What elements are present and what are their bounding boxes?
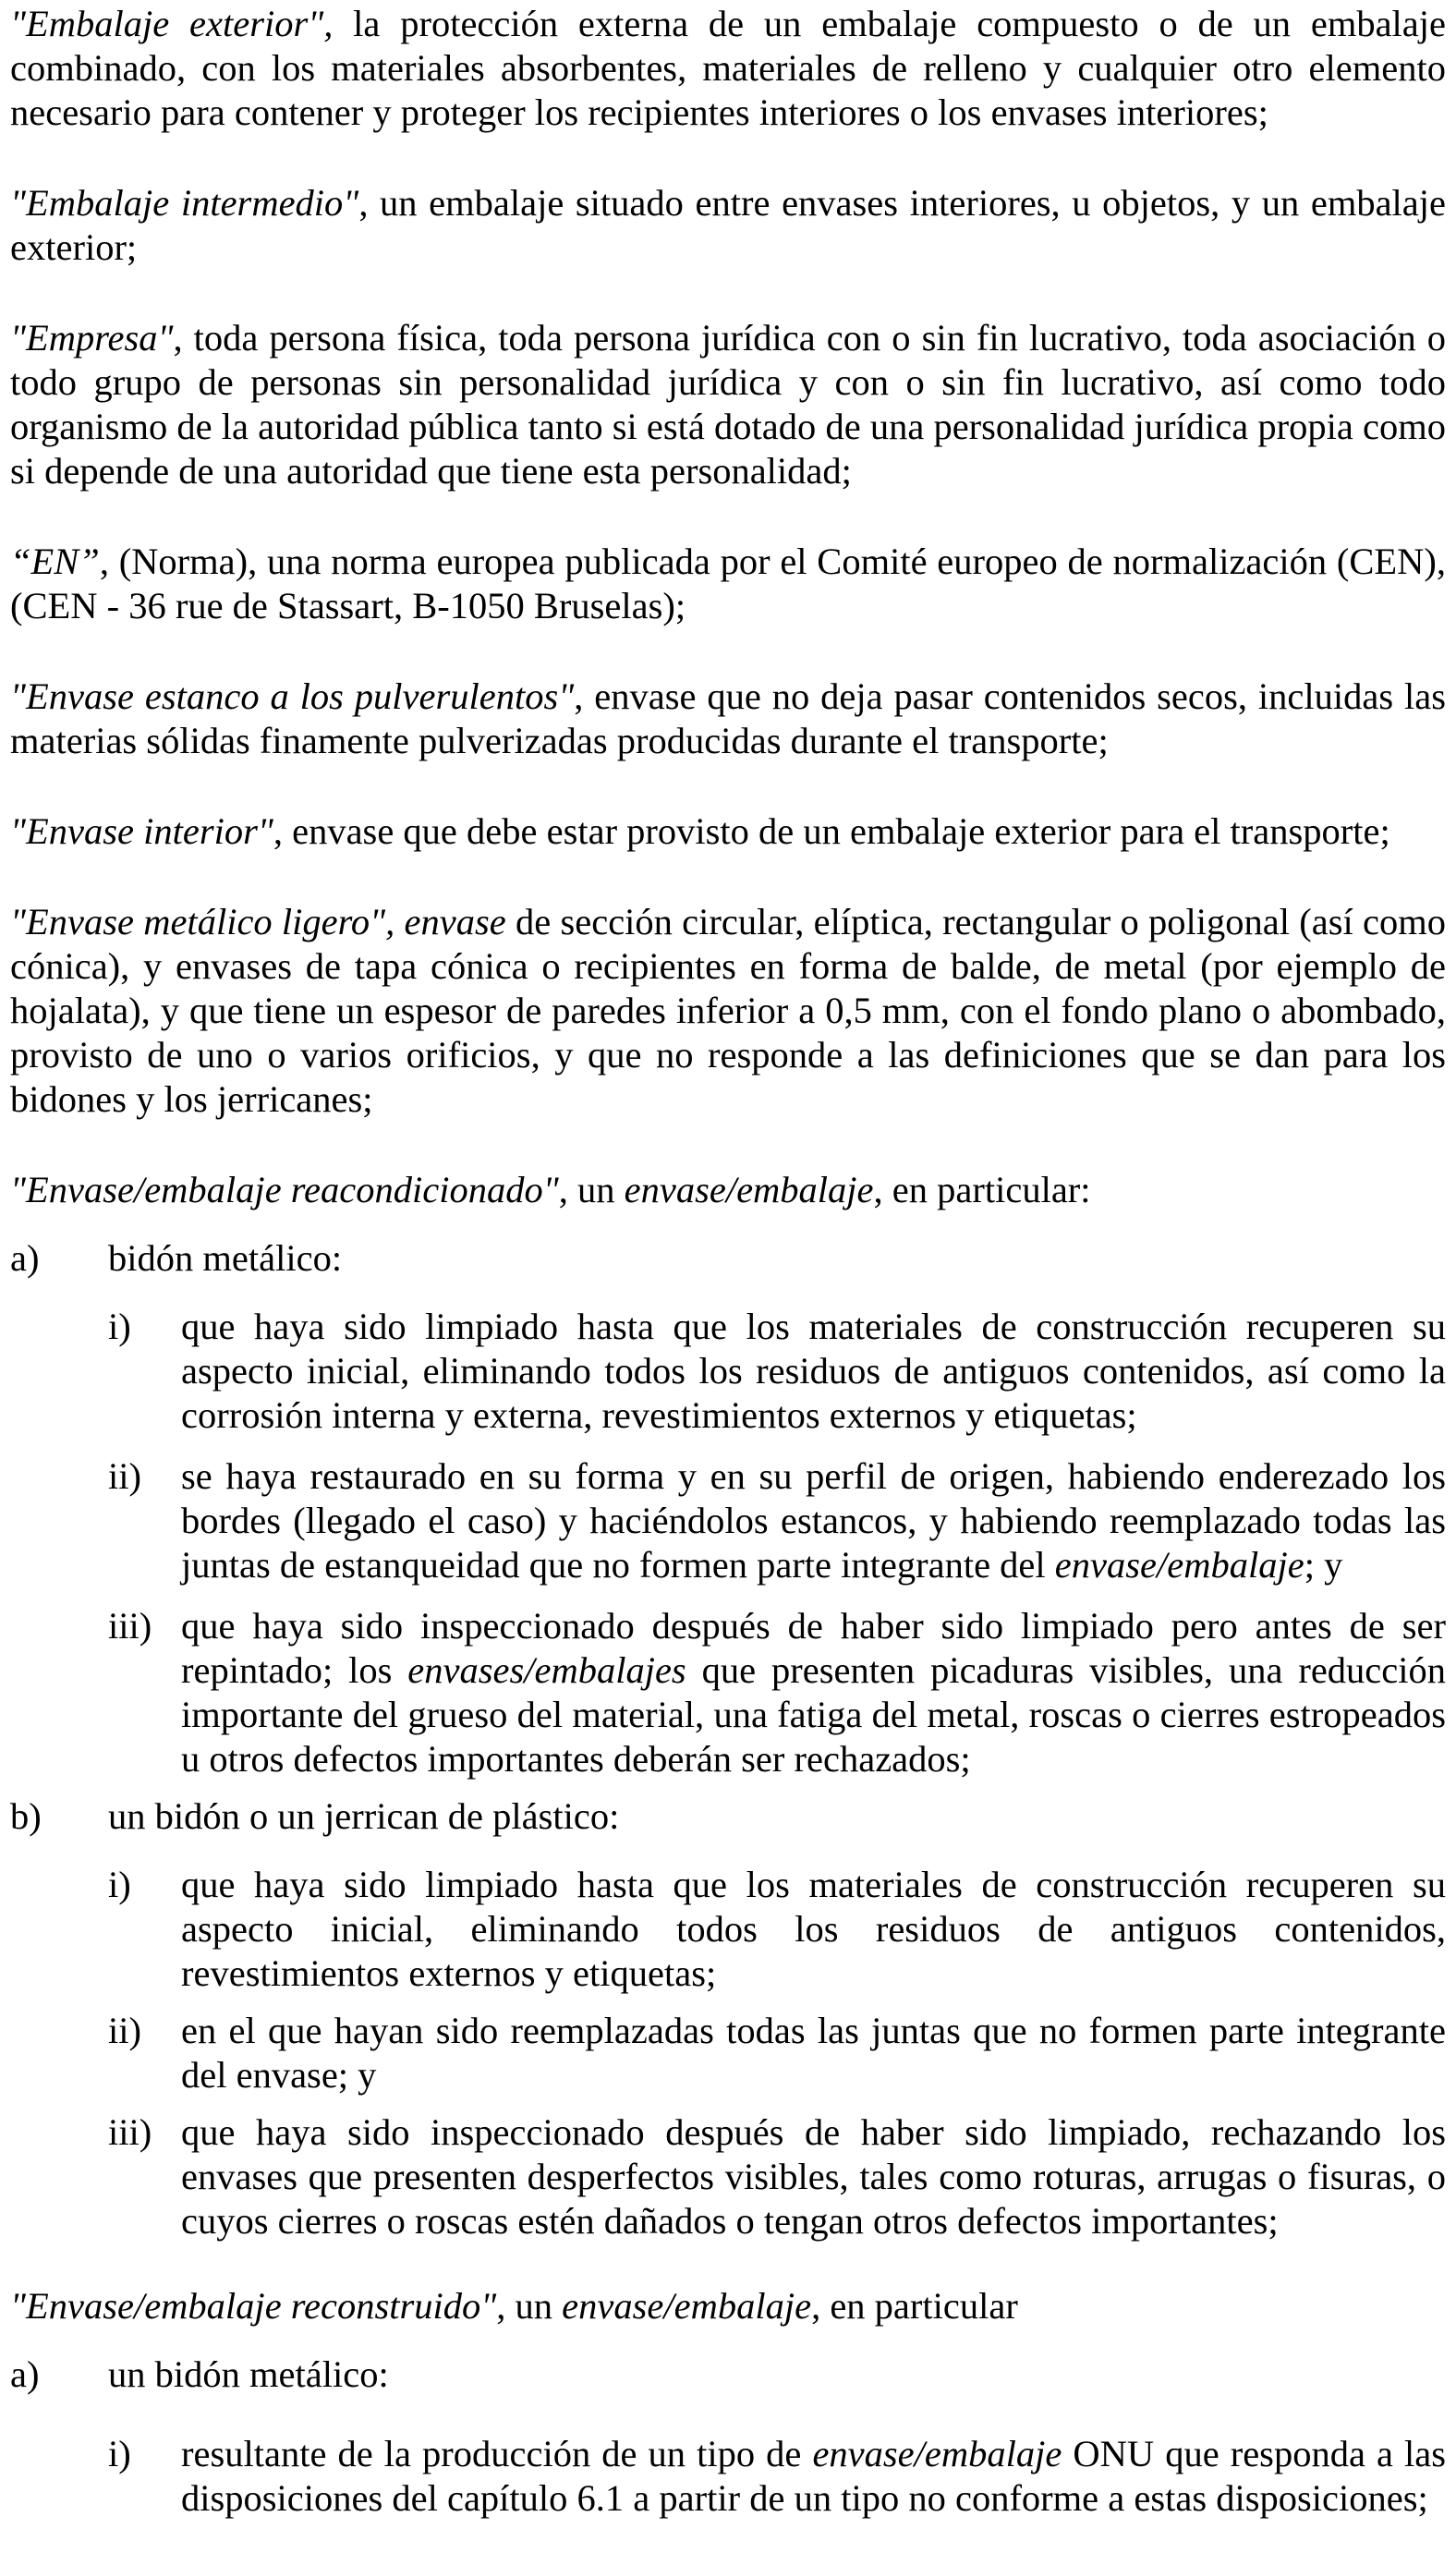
list-label: i) <box>108 1306 131 1347</box>
list-text: un bidón o un jerrican de plástico: <box>108 1795 620 1837</box>
definition-text: , envase que no deja pasar contenidos secos, incluidas las materias sólidas finamente pulverizadas producidas durante el transporte; <box>10 675 1446 761</box>
definition-italic-text: envase/embalaje <box>624 1169 874 1210</box>
list-text: que haya sido limpiado hasta que los materiales de construcción recuperen su aspecto inicial, eliminando todos los residuos de antiguos contenidos, revestimientos externos y etiquetas; <box>181 1864 1446 1994</box>
list-label: a) <box>10 1237 40 1279</box>
list-label: b) <box>10 1795 42 1837</box>
definition-envase-interior <box>10 809 1446 854</box>
definition-embalaje-exterior <box>10 2 1446 135</box>
list-text: en el que hayan sido reemplazadas todas las juntas que no formen parte integrante del envase; y <box>181 2010 1446 2096</box>
definition-term: "Envase/embalaje reconstruido" <box>10 2285 497 2327</box>
list-item-a-i <box>10 1305 1446 1438</box>
definition-term: "Embalaje exterior", <box>10 3 334 44</box>
definition-text: , en particular <box>811 2285 1018 2327</box>
definition-envase-estanco <box>10 675 1446 763</box>
definition-empresa <box>10 316 1446 493</box>
definition-embalaje-intermedio <box>10 181 1446 270</box>
list-label: ii) <box>108 2010 141 2051</box>
definition-text: , un embalaje situado entre envases interiores, u objetos, y un embalaje exterior; <box>10 182 1446 268</box>
list-text: que haya sido limpiado hasta que los materiales de construcción recuperen su aspecto inicial, eliminando todos los residuos de antiguos contenidos, así como la corrosión interna y externa, revestimientos externos y etiquetas; <box>181 1306 1446 1436</box>
list-label: i) <box>108 2433 131 2474</box>
list-text: bidón metálico: <box>108 1237 343 1279</box>
definition-term: "Envase metálico ligero", envase <box>10 901 506 942</box>
list-text: un bidón metálico: <box>108 2353 389 2395</box>
list-item-reconstruido-a-i <box>10 2432 1446 2521</box>
definition-term: "Envase interior" <box>10 810 273 852</box>
definition-term: "Envase/embalaje reacondicionado" <box>10 1169 559 1210</box>
list-item-b-iii <box>10 2110 1446 2243</box>
definition-text: , en particular: <box>873 1169 1091 1210</box>
definition-text: de sección circular, elíptica, rectangular o poligonal (así como cónica), y envases de tapa cónica o recipientes en forma de balde, de metal (por ejemplo de hojalata), y que tiene un espesor de paredes inferior a 0,5 mm, con el fondo plano o abombado, provisto de uno o varios orificios, y que no responde a las definiciones que se dan para los bidones y los jerricanes; <box>10 901 1446 1120</box>
list-item-a-ii <box>10 1454 1446 1587</box>
list-label: iii) <box>108 2111 152 2153</box>
definition-reacondicionado <box>10 1168 1446 1212</box>
list-label: i) <box>108 1864 131 1905</box>
list-item-b-i <box>10 1863 1446 1996</box>
definition-text: , un <box>558 1169 625 1210</box>
definition-text: , un <box>496 2285 563 2327</box>
list-item-a-iii <box>10 1604 1446 1781</box>
definition-term: "Empresa" <box>10 317 174 359</box>
list-label: a) <box>10 2353 40 2395</box>
list-label: iii) <box>108 1605 152 1647</box>
definition-term: “EN” <box>10 541 100 582</box>
list-text: que haya sido inspeccionado después de haber sido limpiado, rechazando los envases que presenten desperfectos visibles, tales como roturas, arrugas o fisuras, o cuyos cierres o roscas estén dañados o tengan otros defectos importantes; <box>181 2111 1446 2242</box>
definition-envase-metalico-ligero <box>10 900 1446 1122</box>
list-item-b-ii <box>10 2009 1446 2097</box>
definition-text: , envase que debe estar provisto de un embalaje exterior para el transporte; <box>273 810 1390 852</box>
list-text: resultante de la producción de un tipo de envase/embalaje ONU que responda a las disposiciones del capítulo 6.1 a partir de un tipo no conforme a estas disposiciones; <box>181 2433 1446 2519</box>
definition-term: "Embalaje intermedio" <box>10 182 359 224</box>
list-item-a <box>10 1236 1446 1281</box>
definition-en <box>10 540 1446 628</box>
definition-text: , toda persona física, toda persona jurídica con o sin fin lucrativo, toda asociación o todo grupo de personas sin personalidad jurídica y con o sin fin lucrativo, así como todo organismo de la autoridad pública tanto si está dotado de una personalidad jurídica propia como si depende de una autoridad que tiene esta personalidad; <box>10 317 1446 492</box>
definition-reconstruido <box>10 2284 1446 2328</box>
definition-term: "Envase estanco a los pulverulentos" <box>10 675 575 717</box>
definition-italic-text: envase/embalaje <box>562 2285 812 2327</box>
list-text: que haya sido inspeccionado después de haber sido limpiado pero antes de ser repintado; los envases/embalajes que presenten picaduras visibles, una reducción importante del grueso del material, una fatiga del metal, roscas o cierres estropeados u otros defectos importantes deberán ser rechazados; <box>181 1605 1446 1780</box>
list-item-b <box>10 1794 1446 1839</box>
list-text: se haya restaurado en su forma y en su perfil de origen, habiendo enderezado los bordes (llegado el caso) y haciéndolos estancos, y habiendo reemplazado todas las juntas de estanqueidad que no formen parte integrante del envase/embalaje; y <box>181 1455 1446 1586</box>
list-item-reconstruido-a <box>10 2352 1446 2397</box>
definition-text: la protección externa de un embalaje compuesto o de un embalaje combinado, con los materiales absorbentes, materiales de relleno y cualquier otro elemento necesario para contener y proteger los recipientes interiores o los envases interiores; <box>10 3 1446 133</box>
list-label: ii) <box>108 1455 141 1497</box>
definition-text: , (Norma), una norma europea publicada por el Comité europeo de normalización (CEN), (CEN - 36 rue de Stassart, B-1050 Bruselas); <box>10 541 1446 626</box>
document-page <box>10 2 1446 2539</box>
